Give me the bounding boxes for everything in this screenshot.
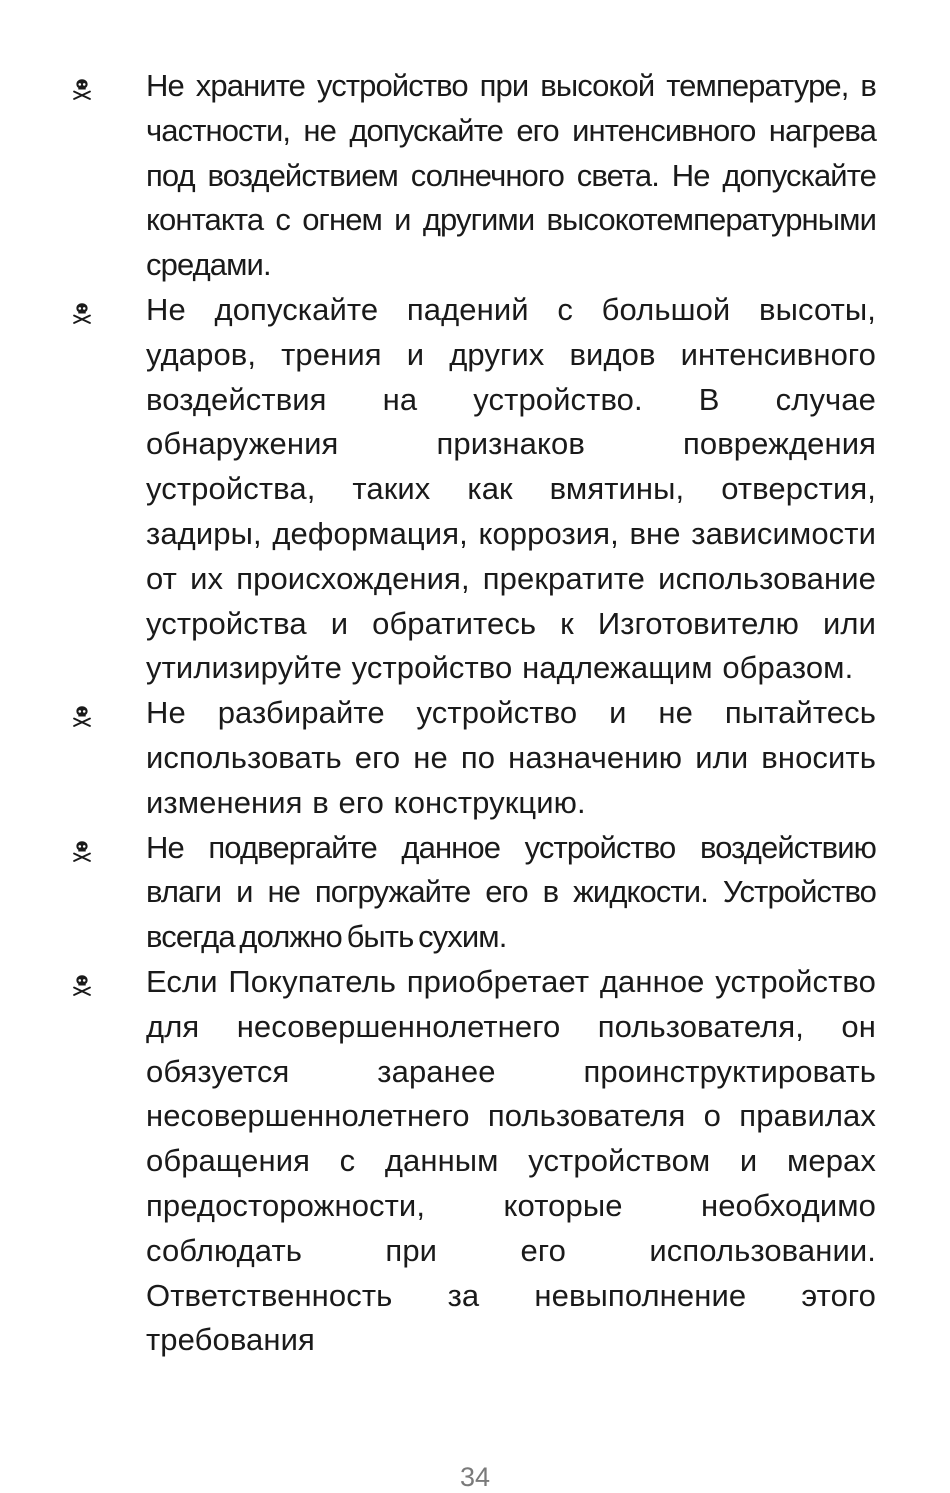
warning-item-minor-user xyxy=(0,960,950,1363)
page-number: 34 xyxy=(459,1462,491,1492)
skull-crossbones-icon xyxy=(70,301,94,325)
warning-text: Если Покупатель приобретает данное устройство для несовершеннолетнего пользователя, он обязуется заранее проинструктировать несовершеннолетнего пользователя о правилах обращения с данным устройством и мерах предосторожности, которые необходимо соблюдать при его использовании. Ответственность за невыполнение этого требования xyxy=(146,963,876,1358)
skull-crossbones-icon xyxy=(70,973,94,997)
warning-text: Не подвергайте данное устройство воздействию влаги и не погружайте его в жидкости. Устройство всегда должно быть сухим. xyxy=(146,829,876,955)
warning-item-heat xyxy=(0,64,950,288)
skull-crossbones-icon xyxy=(70,77,94,101)
warning-text: Не храните устройство при высокой температуре, в частности, не допускайте его интенсивного нагрева под воздействием солнечного света. Не допускайте контакта с огнем и другими высокотемпературными средами. xyxy=(146,68,876,283)
warning-text: Не допускайте падений с большой высоты, ударов, трения и других видов интенсивного воздействия на устройство. В случае обнаружения признаков повреждения устройства, таких как вмятины, отверстия, задиры, деформация, коррозия, вне зависимости от их происхождения, прекратите использование устройства и обратитесь к Изготовителю или утилизируйте устройство надлежащим образом. xyxy=(146,291,876,686)
skull-crossbones-icon xyxy=(70,704,94,728)
safety-warning-list xyxy=(0,64,950,1363)
warning-item-impact xyxy=(0,288,950,691)
warning-item-disassembly xyxy=(0,691,950,825)
warning-text: Не разбирайте устройство и не пытайтесь использовать его не по назначению или вносить изменения в его конструкцию. xyxy=(146,695,876,820)
warning-item-moisture xyxy=(0,826,950,960)
skull-crossbones-icon xyxy=(70,839,94,863)
